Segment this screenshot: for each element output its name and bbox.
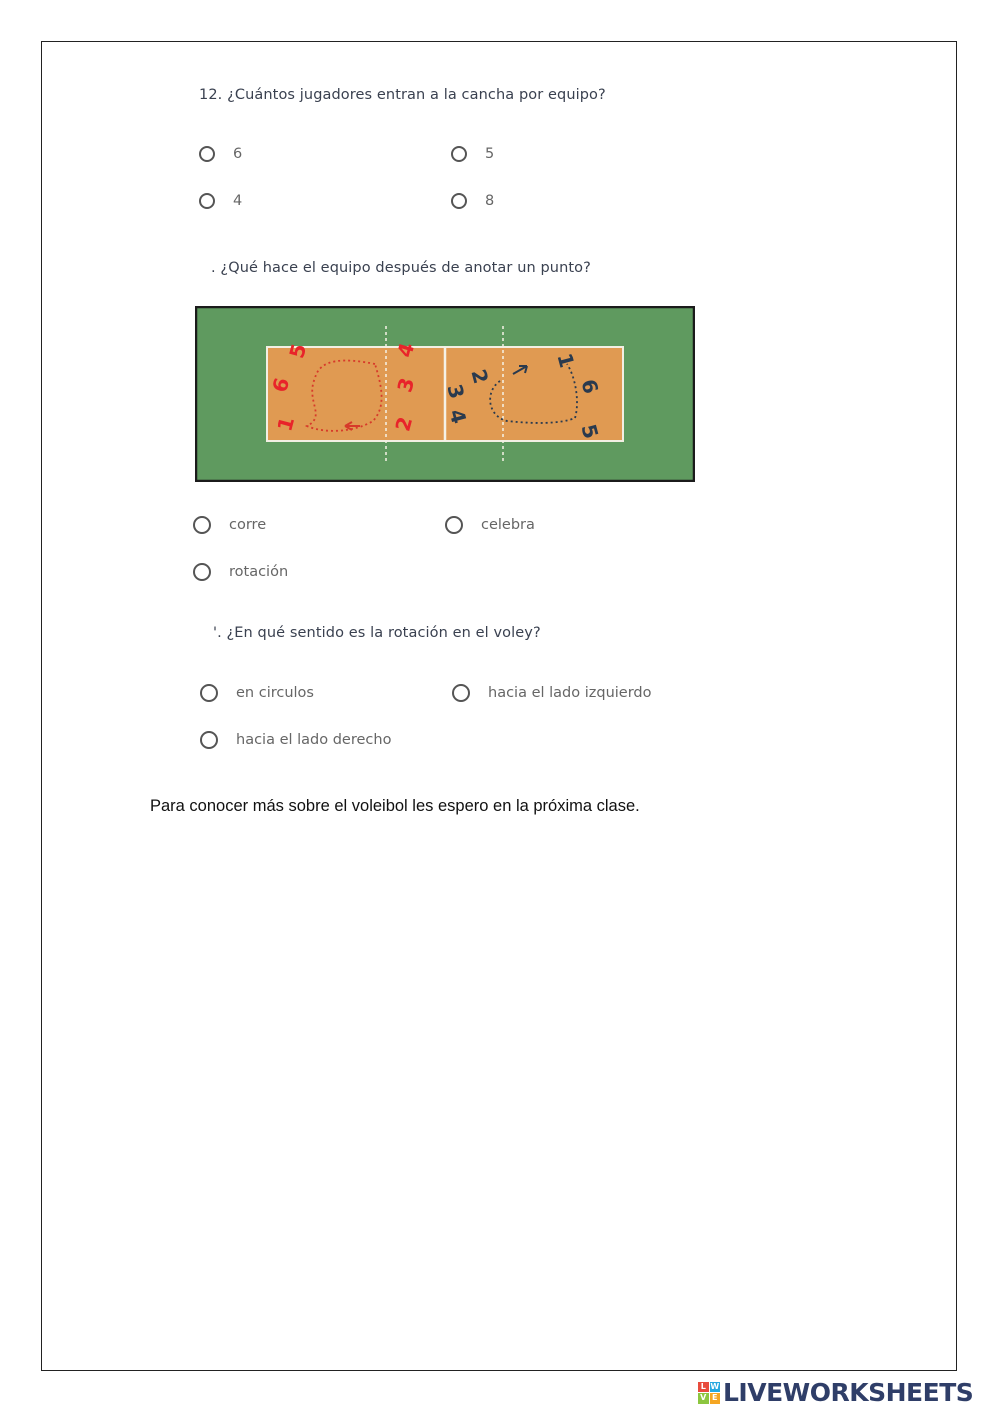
q2-option-celebra[interactable] — [445, 516, 535, 534]
left-player-number: 3 — [392, 375, 420, 395]
q3-option-en-circulos[interactable] — [200, 684, 314, 702]
q1-option-8[interactable] — [451, 193, 494, 209]
option-label: 5 — [485, 146, 495, 162]
right-player-number: 5 — [576, 421, 604, 442]
question-1-title: 12. ¿Cuántos jugadores entran a la cancha por equipo? — [199, 87, 606, 103]
radio-button[interactable] — [445, 516, 463, 534]
option-label: rotación — [229, 564, 289, 580]
option-label: hacia el lado derecho — [236, 732, 392, 748]
left-player-number: 1 — [272, 414, 300, 434]
left-player-number: 6 — [267, 375, 295, 395]
radio-button[interactable] — [193, 563, 211, 581]
logo-mark-icon — [698, 1382, 720, 1404]
radio-button[interactable] — [199, 146, 215, 162]
option-label: 6 — [233, 146, 243, 162]
left-player-number: 2 — [390, 414, 418, 434]
q3-option-derecho[interactable] — [200, 731, 391, 749]
radio-button[interactable] — [200, 731, 218, 749]
option-label: hacia el lado izquierdo — [488, 685, 652, 701]
logo-mark-letter: L — [698, 1382, 709, 1393]
option-label: 8 — [485, 193, 495, 209]
option-label: en circulos — [236, 685, 314, 701]
closing-message: Para conocer más sobre el voleibol les espero en la próxima clase. — [150, 797, 640, 815]
option-label: celebra — [481, 517, 535, 533]
question-2-title: . ¿Qué hace el equipo después de anotar un punto? — [211, 260, 591, 276]
radio-button[interactable] — [452, 684, 470, 702]
right-player-number: 3 — [442, 381, 470, 402]
right-player-number: 6 — [576, 376, 604, 397]
q1-option-4[interactable] — [199, 193, 242, 209]
q1-option-5[interactable] — [451, 146, 494, 162]
radio-button[interactable] — [451, 146, 467, 162]
q1-option-6[interactable] — [199, 146, 242, 162]
logo-mark-letter: V — [698, 1393, 709, 1404]
right-player-number: 2 — [466, 366, 494, 387]
option-label: 4 — [233, 193, 243, 209]
logo-text: LIVEWORKSHEETS — [723, 1378, 974, 1407]
radio-button[interactable] — [199, 193, 215, 209]
logo-mark-letter: W — [710, 1381, 720, 1391]
radio-button[interactable] — [200, 684, 218, 702]
volleyball-court-rotation-diagram — [195, 306, 695, 482]
left-player-number: 5 — [284, 341, 312, 361]
q2-option-rotacion[interactable] — [193, 563, 288, 581]
q2-option-corre[interactable] — [193, 516, 266, 534]
q3-option-izquierdo[interactable] — [452, 684, 652, 702]
radio-button[interactable] — [451, 193, 467, 209]
option-label: corre — [229, 517, 267, 533]
worksheet-page — [41, 41, 957, 1371]
radio-button[interactable] — [193, 516, 211, 534]
right-player-number: 1 — [552, 350, 580, 371]
question-3-title: '. ¿En qué sentido es la rotación en el voley? — [213, 625, 541, 641]
right-player-number: 4 — [444, 406, 472, 427]
left-player-number: 4 — [392, 340, 420, 360]
liveworksheets-logo — [698, 1378, 973, 1407]
logo-mark-letter: E — [710, 1393, 721, 1404]
